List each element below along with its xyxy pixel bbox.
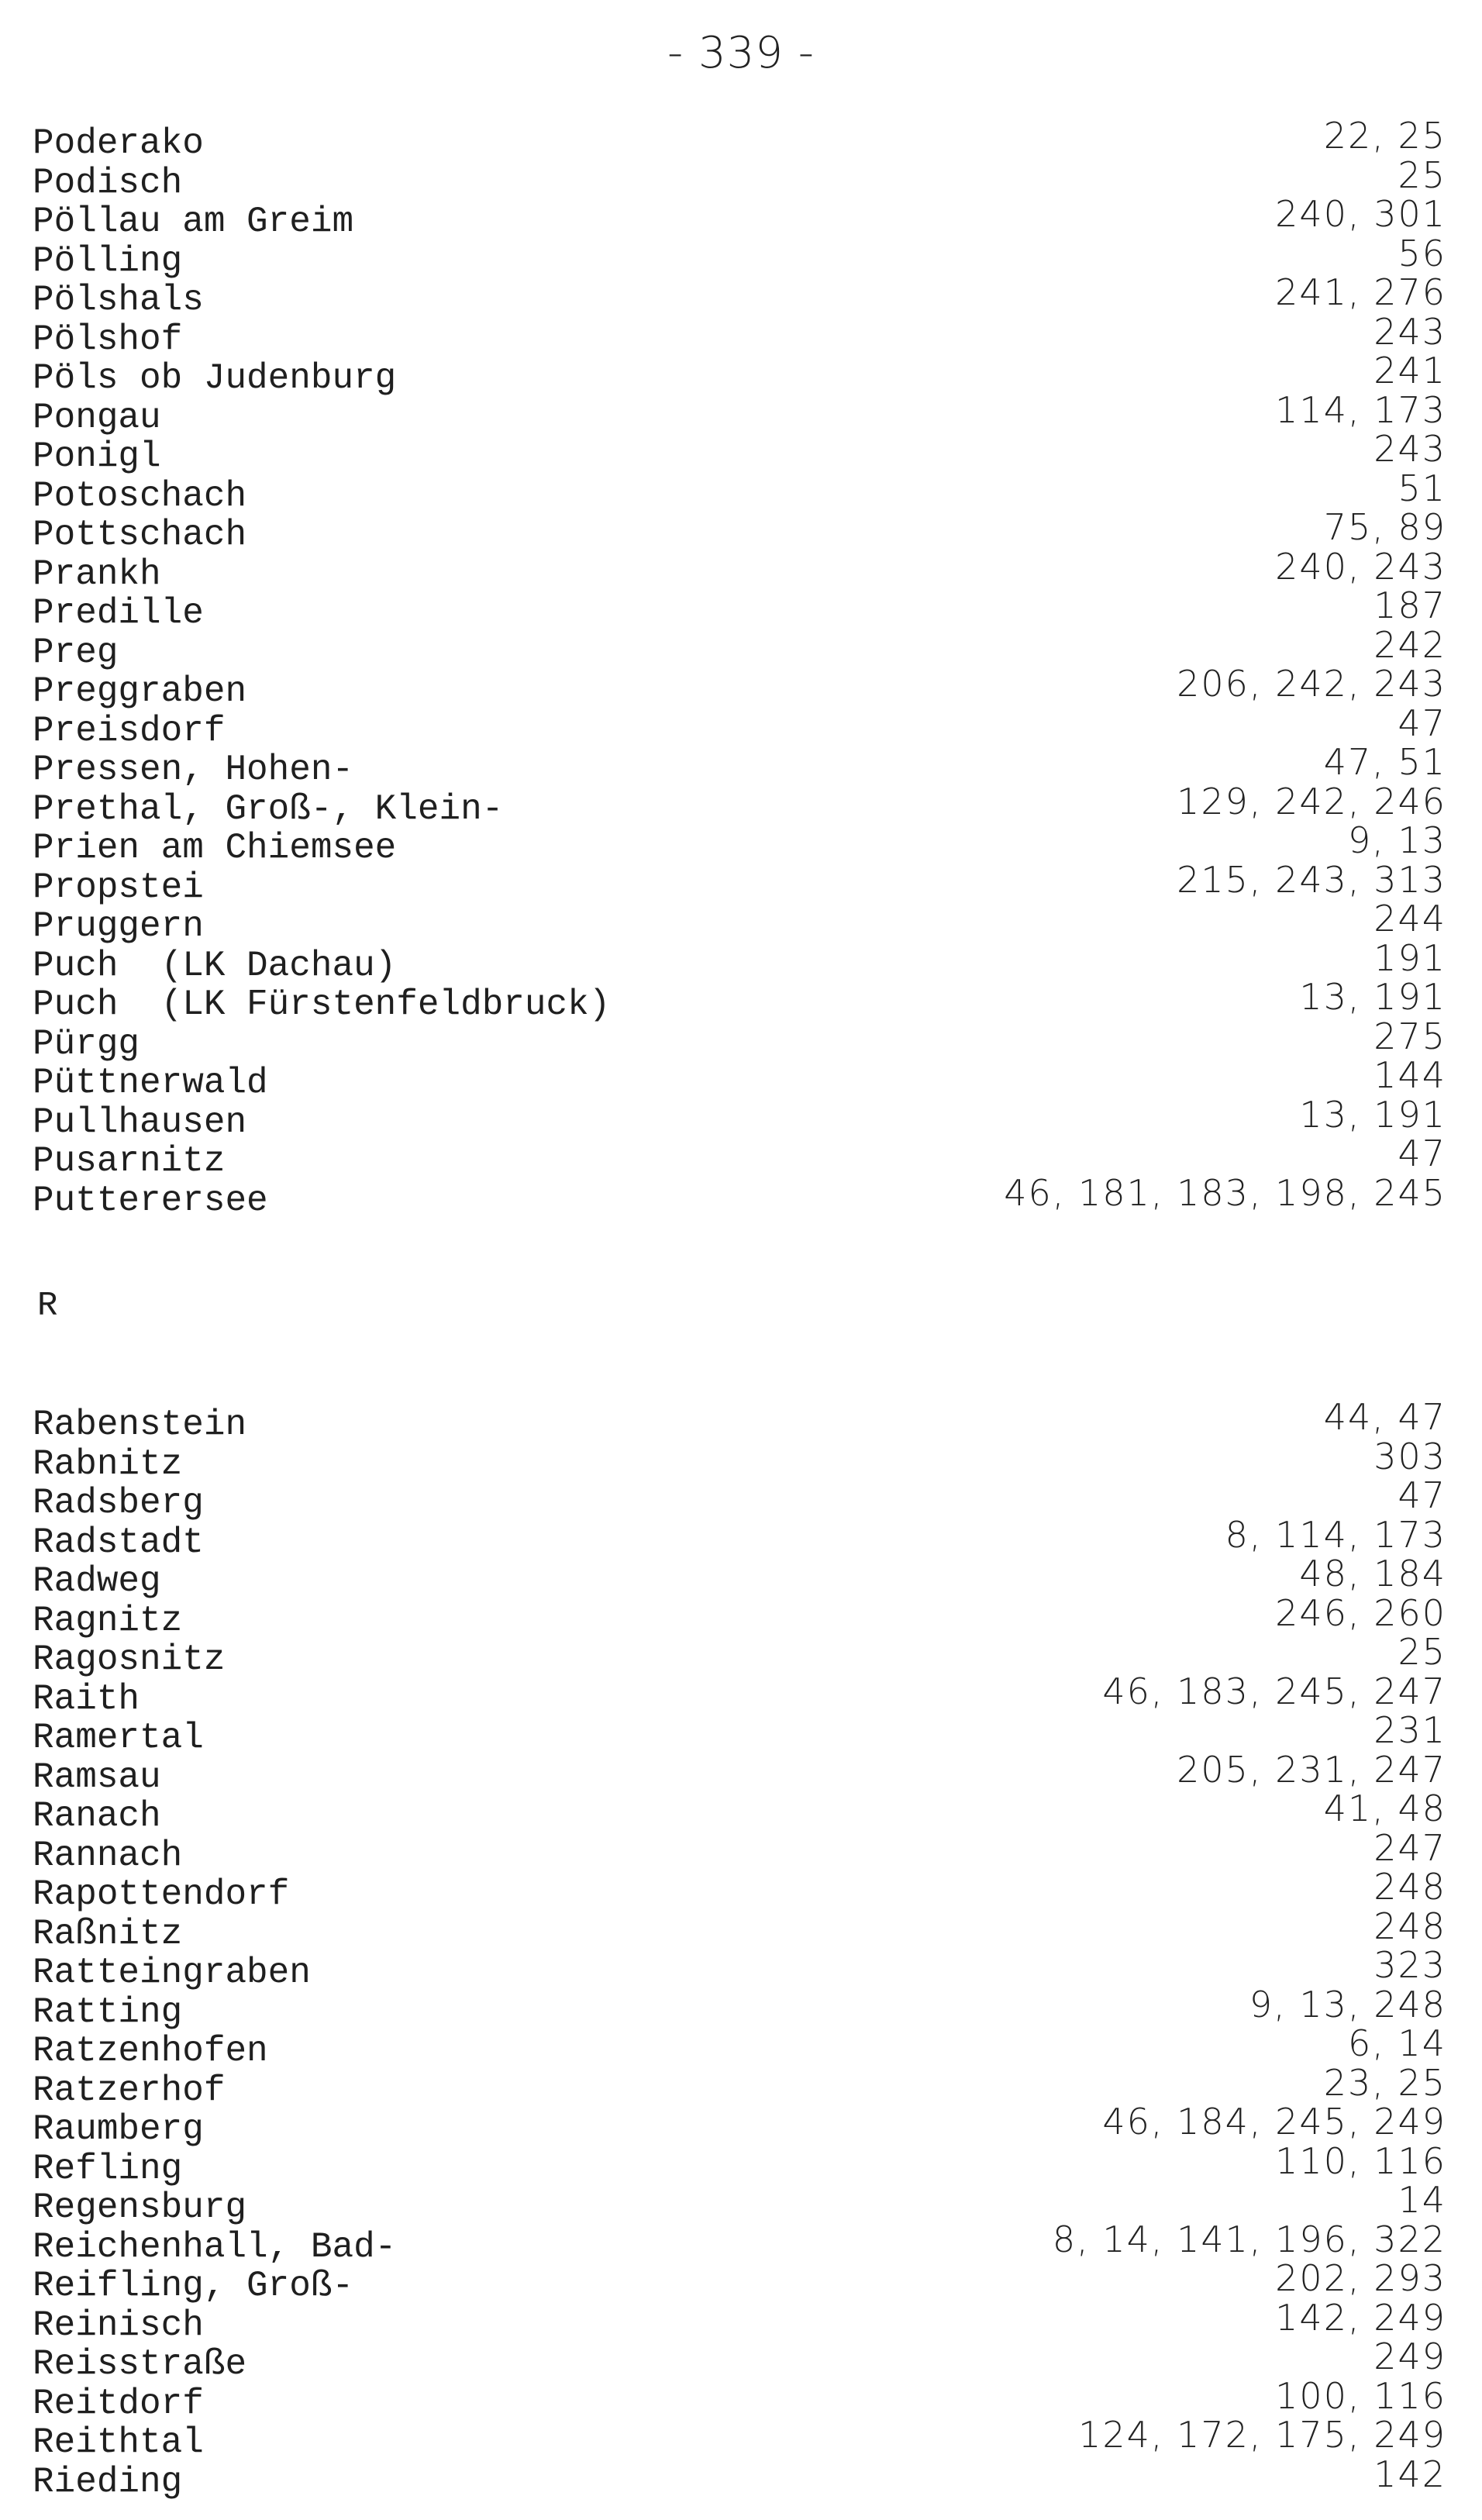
index-entry — [0, 2296, 1482, 2346]
index-entry — [0, 350, 1482, 398]
page-references: 25 — [1398, 1631, 1446, 1673]
place-name: Radsberg — [33, 1483, 204, 1523]
place-name: Prien am Chiemsee — [33, 828, 397, 868]
index-entry — [0, 1553, 1482, 1601]
page-references: 244 — [1373, 898, 1446, 939]
place-name: Prankh — [33, 553, 161, 595]
index-entry — [0, 663, 1482, 712]
index-entry — [0, 1054, 1482, 1103]
index-entry — [0, 2022, 1482, 2071]
index-section-p — [0, 115, 1482, 1221]
place-name: Ragosnitz — [33, 1639, 226, 1680]
page-references: 240, 301 — [1275, 193, 1446, 235]
place-name: Pöllau am Greim — [33, 202, 354, 242]
page-references: 303 — [1373, 1435, 1446, 1477]
page-references: 6, 14 — [1347, 2022, 1446, 2064]
place-name: Regensburg — [33, 2187, 247, 2228]
page-references: 13, 191 — [1299, 976, 1446, 1018]
place-name: Predille — [33, 593, 204, 633]
page-references: 191 — [1373, 936, 1446, 979]
index-entry — [0, 936, 1482, 986]
index-entry — [0, 2139, 1482, 2189]
page-references: 56 — [1398, 232, 1446, 274]
place-name: Raith — [33, 1678, 140, 1719]
page-references: 249 — [1373, 2336, 1446, 2377]
page-references: 9, 13, 248 — [1249, 1983, 1446, 2025]
page-references: 25 — [1398, 153, 1446, 196]
index-entry — [0, 1513, 1482, 1563]
index-entry — [0, 1396, 1482, 1445]
place-name: Rabenstein — [33, 1405, 247, 1445]
page-references: 275 — [1373, 1015, 1446, 1057]
page-references: 241, 276 — [1275, 271, 1446, 313]
index-entry — [0, 428, 1482, 477]
index-entry — [0, 702, 1482, 751]
place-name: Pusarnitz — [33, 1141, 226, 1181]
index-entry — [0, 2257, 1482, 2306]
page-references: 206, 242, 243 — [1177, 663, 1446, 705]
page-number: - 339 - — [667, 28, 815, 78]
index-entry — [0, 506, 1482, 555]
place-name: Rabnitz — [33, 1443, 183, 1484]
page-references: 75, 89 — [1323, 506, 1446, 548]
page-references: 205, 231, 247 — [1177, 1748, 1446, 1791]
page-references: 51 — [1398, 467, 1446, 509]
index-entry — [0, 976, 1482, 1025]
place-name: Rieding — [33, 2461, 183, 2502]
page-references: 14 — [1398, 2179, 1446, 2221]
page-references: 323 — [1373, 1944, 1446, 1986]
page-references: 41, 48 — [1323, 1787, 1446, 1829]
place-name: Raumberg — [33, 2109, 204, 2149]
place-name: Ratzerhof — [33, 2070, 226, 2111]
place-name: Reifling, Groß- — [33, 2266, 354, 2306]
page-references: 215, 243, 313 — [1177, 858, 1446, 901]
place-name: Raßnitz — [33, 1913, 183, 1954]
page-references: 110, 116 — [1275, 2139, 1446, 2182]
page-references: 247 — [1373, 1826, 1446, 1869]
page-references: 248 — [1373, 1905, 1446, 1947]
index-entry — [0, 1826, 1482, 1876]
page-references: 47 — [1398, 1474, 1446, 1516]
place-name: Reinisch — [33, 2305, 204, 2346]
page-references: 246, 260 — [1275, 1591, 1446, 1634]
place-name: Pölshals — [33, 280, 204, 320]
place-name: Rapottendorf — [33, 1874, 290, 1915]
index-entry — [0, 310, 1482, 360]
place-name: Reithtal — [33, 2422, 204, 2463]
place-name: Puch (LK Fürstenfeldbruck) — [33, 984, 611, 1025]
place-name: Püttnerwald — [33, 1063, 268, 1103]
page-references: 44, 47 — [1323, 1396, 1446, 1438]
page-references: 248 — [1373, 1866, 1446, 1908]
index-entry — [0, 193, 1482, 242]
place-name: Ratzenhofen — [33, 2031, 268, 2071]
place-name: Putterersee — [33, 1180, 268, 1221]
page-references: 142, 249 — [1275, 2296, 1446, 2339]
page-references: 48, 184 — [1299, 1553, 1446, 1594]
page-references: 9, 13 — [1347, 819, 1446, 861]
index-entry — [0, 1435, 1482, 1484]
page-references: 47 — [1398, 702, 1446, 744]
page-references: 240, 243 — [1275, 545, 1446, 588]
page-references: 13, 191 — [1299, 1093, 1446, 1136]
page-references: 8, 114, 173 — [1225, 1513, 1446, 1556]
page-references: 241 — [1373, 350, 1446, 391]
place-name: Reisstraße — [33, 2344, 247, 2384]
index-entry — [0, 780, 1482, 829]
index-entry — [0, 1093, 1482, 1143]
page-references: 23, 25 — [1323, 2061, 1446, 2104]
index-entry — [0, 1866, 1482, 1915]
place-name: Pressen, Hohen- — [33, 750, 354, 790]
place-name: Pruggern — [33, 906, 204, 946]
page-references: 100, 116 — [1275, 2374, 1446, 2417]
page-references: 243 — [1373, 310, 1446, 353]
index-entry — [0, 388, 1482, 438]
place-name: Radweg — [33, 1561, 161, 1601]
place-name: Podisch — [33, 162, 183, 203]
page-references: 46, 183, 245, 247 — [1102, 1670, 1446, 1712]
place-name: Puch (LK Dachau) — [33, 945, 397, 986]
page-references: 142 — [1373, 2453, 1446, 2495]
index-entry — [0, 898, 1482, 946]
index-entry — [0, 584, 1482, 633]
place-name: Radstadt — [33, 1522, 204, 1563]
index-entry — [0, 1748, 1482, 1798]
page-references: 114, 173 — [1275, 388, 1446, 431]
place-name: Ragnitz — [33, 1600, 183, 1641]
index-entry — [0, 2101, 1482, 2149]
index-entry — [0, 2453, 1482, 2502]
place-name: Rannach — [33, 1835, 183, 1876]
place-name: Preg — [33, 632, 119, 673]
page-references: 242 — [1373, 623, 1446, 666]
page-references: 47, 51 — [1323, 741, 1446, 783]
place-name: Ramertal — [33, 1718, 204, 1758]
index-section-r — [0, 1396, 1482, 2502]
place-name: Pöls ob Judenburg — [33, 358, 397, 398]
index-entry — [0, 1171, 1482, 1221]
index-entry — [0, 1983, 1482, 2032]
index-entry — [0, 858, 1482, 908]
place-name: Potoschach — [33, 475, 247, 516]
place-name: Preggraben — [33, 671, 247, 712]
place-name: Preisdorf — [33, 710, 226, 751]
index-entry — [0, 1787, 1482, 1836]
page-references: 46, 181, 183, 198, 245 — [1004, 1171, 1446, 1214]
index-entry — [0, 1905, 1482, 1954]
index-entry — [0, 2218, 1482, 2267]
index-entry — [0, 153, 1482, 203]
index-entry — [0, 545, 1482, 595]
place-name: Ponigl — [33, 436, 161, 477]
index-entry — [0, 232, 1482, 281]
page-references: 144 — [1373, 1054, 1446, 1096]
place-name: Ratting — [33, 1991, 183, 2032]
place-name: Pongau — [33, 397, 161, 438]
place-name: Reitdorf — [33, 2383, 204, 2424]
place-name: Ratteingraben — [33, 1953, 311, 1993]
index-entry — [0, 271, 1482, 320]
page-references: 22, 25 — [1323, 115, 1446, 157]
index-entry — [0, 2336, 1482, 2384]
index-entry — [0, 1015, 1482, 1064]
page-references: 231 — [1373, 1709, 1446, 1751]
place-name: Pullhausen — [33, 1101, 247, 1143]
place-name: Propstei — [33, 867, 204, 908]
index-entry — [0, 1670, 1482, 1719]
page-references: 47 — [1398, 1132, 1446, 1174]
section-letter: R — [37, 1287, 58, 1325]
place-name: Pölling — [33, 240, 183, 281]
place-name: Prethal, Groß-, Klein- — [33, 788, 504, 829]
place-name: Ramsau — [33, 1756, 161, 1798]
place-name: Refling — [33, 2148, 183, 2189]
place-name: Ranach — [33, 1796, 161, 1836]
index-entry — [0, 1591, 1482, 1641]
place-name: Pürgg — [33, 1023, 140, 1064]
page-references: 8, 14, 141, 196, 322 — [1052, 2218, 1446, 2260]
index-entry — [0, 2414, 1482, 2463]
index-entry — [0, 467, 1482, 516]
place-name: Pottschach — [33, 515, 247, 555]
page-references: 187 — [1373, 584, 1446, 626]
page-references: 124, 172, 175, 249 — [1078, 2414, 1446, 2456]
place-name: Poderako — [33, 123, 204, 164]
place-name: Pölshof — [33, 319, 183, 360]
place-name: Reichenhall, Bad- — [33, 2226, 397, 2267]
page-references: 46, 184, 245, 249 — [1102, 2101, 1446, 2143]
page-references: 243 — [1373, 428, 1446, 470]
page-references: 129, 242, 246 — [1177, 780, 1446, 822]
index-entry — [0, 115, 1482, 164]
page-references: 202, 293 — [1275, 2257, 1446, 2299]
